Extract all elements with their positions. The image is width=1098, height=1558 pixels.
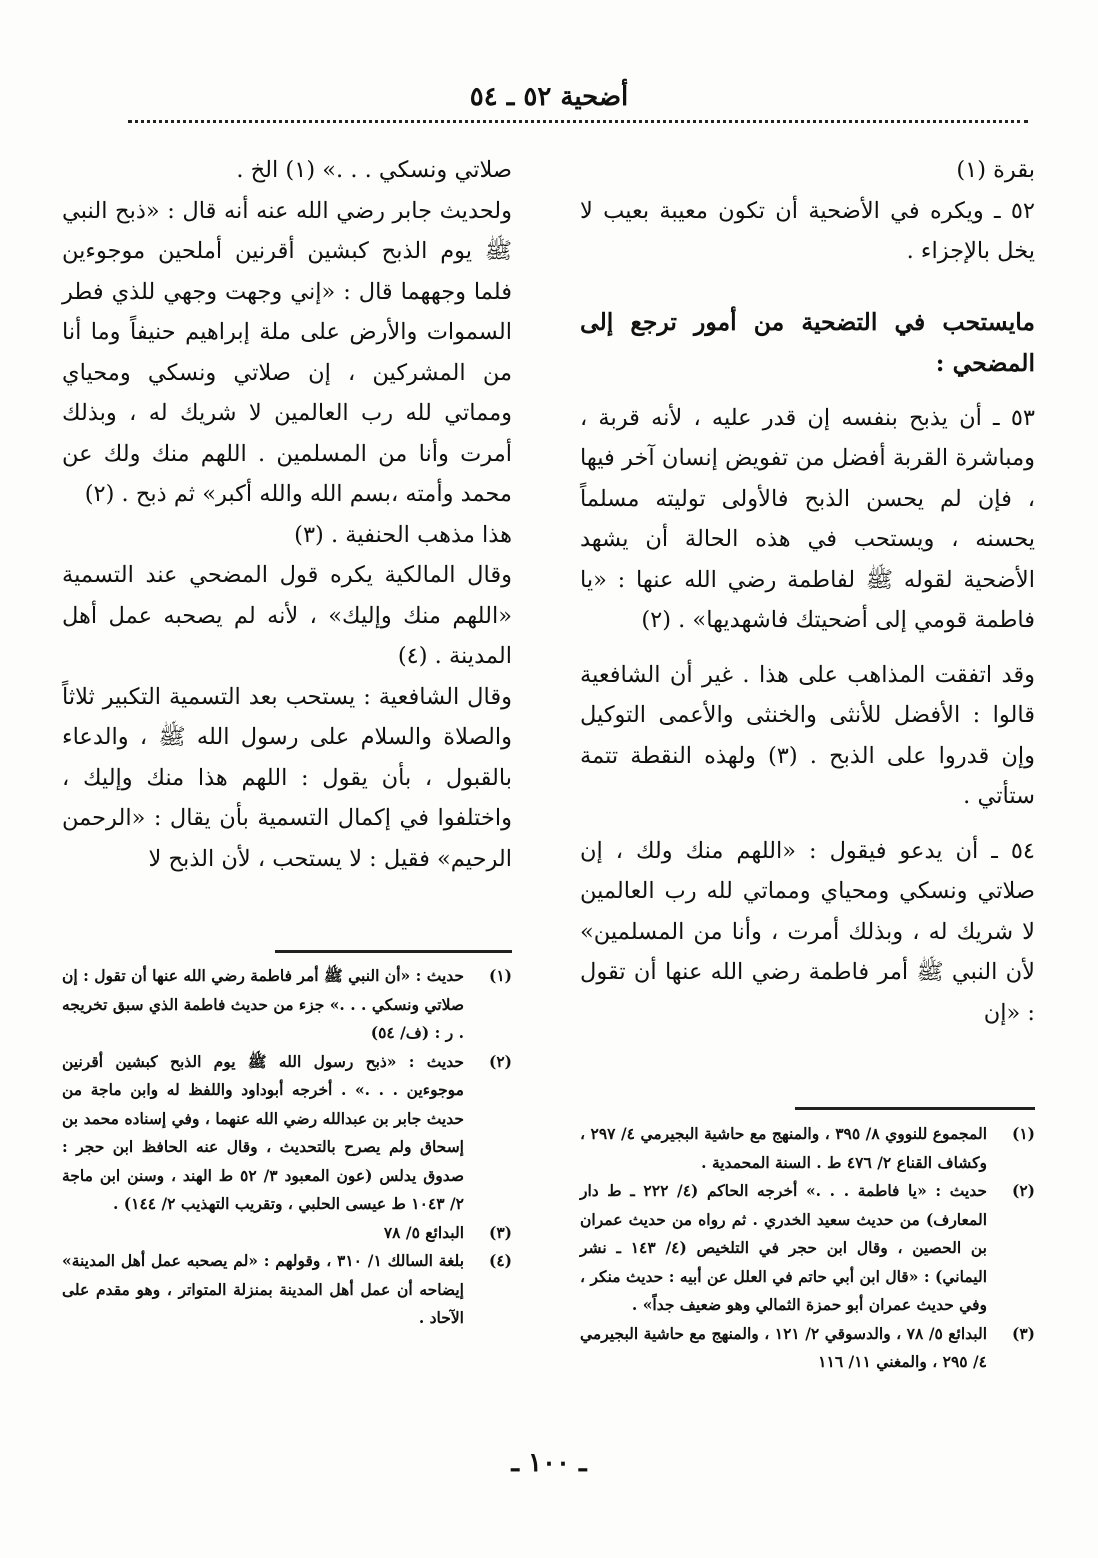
- footnote: [62, 1219, 512, 1248]
- footnote-number: (٣): [1011, 1323, 1035, 1343]
- paragraph-maliki: وقال المالكية يكره قول المضحي عند التسمية «اللهم منك وإليك» ، لأنه لم يصحبه عمل أهل المدينة . (٤): [62, 562, 512, 669]
- footnote: [62, 962, 512, 1048]
- paragraph-shafii: وقال الشافعية : يستحب بعد التسمية التكبير ثلاثاً والصلاة والسلام على رسول الله ﷺ ، والدعاء بالقبول ، بأن يقول : اللهم هذا منك وإليك ، واختلفوا في إكمال التسمية بأن يقال : «الرحمن الرحيم» فقيل : لا يستحب ، لأن الذبح لا: [62, 683, 512, 872]
- footnote-text: البدائع ٥/ ٧٨: [383, 1222, 464, 1242]
- footnote-text: حديث : «يا فاطمة . . .» أخرجه الحاكم (٤/ ٢٢٢ ـ ط دار المعارف) من حديث سعيد الخدري . ثم رواه من حديث عمران بن الحصين ، وقال ابن حجر في التلخيص (٤/ ١٤٣ ـ نشر اليماني) : «قال ابن أبي حاتم في العلل عن أبيه : حديث منكر ، وفي حديث عمران أبو حمزة الثمالي وهو ضعيف جداً» .: [580, 1181, 988, 1314]
- footnote-text: بلغة السالك ١/ ٣١٠ ، وقولهم : «لم يصحبه عمل أهل المدينة» إيضاحه أن عمل أهل المدينة بمنزلة المتواتر ، وهو مقدم على الآحاد .: [62, 1251, 465, 1327]
- paragraph-53: ٥٣ ـ أن يذبح بنفسه إن قدر عليه ، لأنه قربة ، ومباشرة القربة أفضل من تفويض إنسان آخر فيها ، فإن لم يحسن الذبح فالأولى توليته مسلماً يحسنه ، ويستحب في هذه الحالة أن يشهد الأضحية لقوله ﷺ لفاطمة رضي الله عنها : «يا فاطمة قومي إلى أضحيتك فاشهديها» . (٢): [580, 404, 1035, 633]
- footnote-number: (٢): [1011, 1181, 1035, 1200]
- header-divider: [128, 120, 1028, 123]
- footnote-number: (١): [1011, 1124, 1035, 1143]
- footnote-number: (٢): [488, 1051, 512, 1071]
- footnote-number: (١): [488, 966, 512, 985]
- right-column: [580, 150, 1035, 1033]
- left-column: [62, 150, 512, 879]
- footnotes-left: [62, 962, 512, 1333]
- paragraph-baqara: بقرة (١): [956, 157, 1035, 183]
- footnote-divider-left: [275, 950, 512, 953]
- footnote-divider-right: [795, 1107, 1035, 1110]
- paragraph-continuation: صلاتي ونسكي . . .» (١) الخ .: [236, 157, 512, 183]
- paragraph-jabir-hadith: ولحديث جابر رضي الله عنه أنه قال : «ذبح النبي ﷺ يوم الذبح كبشين أقرنين أملحين موجوءين فلما وجههما قال : «إني وجهت وجهي للذي فطر السموات والأرض على ملة إبراهيم حنيفاً وما أنا من المشركين ، إن صلاتي ونسكي ومحياي ومماتي لله رب العالمين لا شريك له ، وبذلك أمرت وأنا من المسلمين . اللهم منك ولك عن محمد وأمته ،بسم الله والله أكبر» ثم ذبح . (٢): [62, 197, 512, 507]
- paragraph-54: ٥٤ ـ أن يدعو فيقول : «اللهم منك ولك ، إن صلاتي ونسكي ومحياي ومماتي لله رب العالمين لا شريك له ، وبذلك أمرت ، وأنا من المسلمين» لأن النبي ﷺ أمر فاطمة رضي الله عنها أن تقول : «إن: [580, 837, 1035, 1026]
- footnote-text: المجموع للنووي ٨/ ٣٩٥ ، والمنهج مع حاشية البجيرمي ٤/ ٢٩٧ ، وكشاف القناع ٢/ ٤٧٦ ط . السنة المحمدية .: [580, 1124, 987, 1172]
- running-title: أضحية ٥٢ ـ ٥٤: [469, 82, 629, 112]
- footnote: [580, 1177, 1035, 1320]
- footnotes-right: [580, 1120, 1035, 1377]
- page-number: ـ ١٠٠ ـ: [511, 1448, 587, 1478]
- section-heading: مايستحب في التضحية من أمور ترجع إلى المضحي :: [580, 307, 1035, 377]
- footnote-text: حديث : «ذبح رسول الله ﷺ يوم الذبح كبشين أقرنين موجوءين . . .» . أخرجه أبوداود واللفظ له وابن ماجة من حديث جابر بن عبدالله رضي الله عنهما ، وفي إسناده محمد بن إسحاق ولم يصرح بالتحديث ، وقال عنه الحافظ ابن حجر : صدوق يدلس (عون المعبود ٣/ ٥٢ ط الهند ، وسنن ابن ماجة ٢/ ١٠٤٣ ط عيسى الحلبي ، وتقريب التهذيب ٢/ ١٤٤) .: [62, 1051, 464, 1213]
- paragraph-madhahib: وقد اتفقت المذاهب على هذا . غير أن الشافعية قالوا : الأفضل للأنثى والخنثى والأعمى التوكيل وإن قدروا على الذبح . (٣) ولهذه النقطة تتمة ستأتي .: [580, 661, 1035, 809]
- paragraph-52: ٥٢ ـ ويكره في الأضحية أن تكون معيبة بعيب لا يخل بالإجزاء .: [580, 197, 1035, 264]
- footnote: [580, 1120, 1035, 1177]
- footnote-number: (٤): [488, 1251, 512, 1270]
- footnote-text: البدائع ٥/ ٧٨ ، والدسوقي ٢/ ١٢١ ، والمنهج مع حاشية البجيرمي ٤/ ٢٩٥ ، والمغني ١١/ ١١٦: [580, 1323, 988, 1371]
- footnote-number: (٣): [488, 1222, 512, 1242]
- footnote: [580, 1320, 1035, 1377]
- footnote-text: حديث : «أن النبي ﷺ أمر فاطمة رضي الله عنها أن تقول : إن صلاتي ونسكي . . .» جزء من حديث فاطمة الذي سبق تخريجه . ر : (ف/ ٥٤): [62, 966, 464, 1042]
- footnote: [62, 1247, 512, 1333]
- footnote: [62, 1048, 512, 1219]
- paragraph-hanafi: هذا مذهب الحنفية . (٣): [294, 521, 512, 548]
